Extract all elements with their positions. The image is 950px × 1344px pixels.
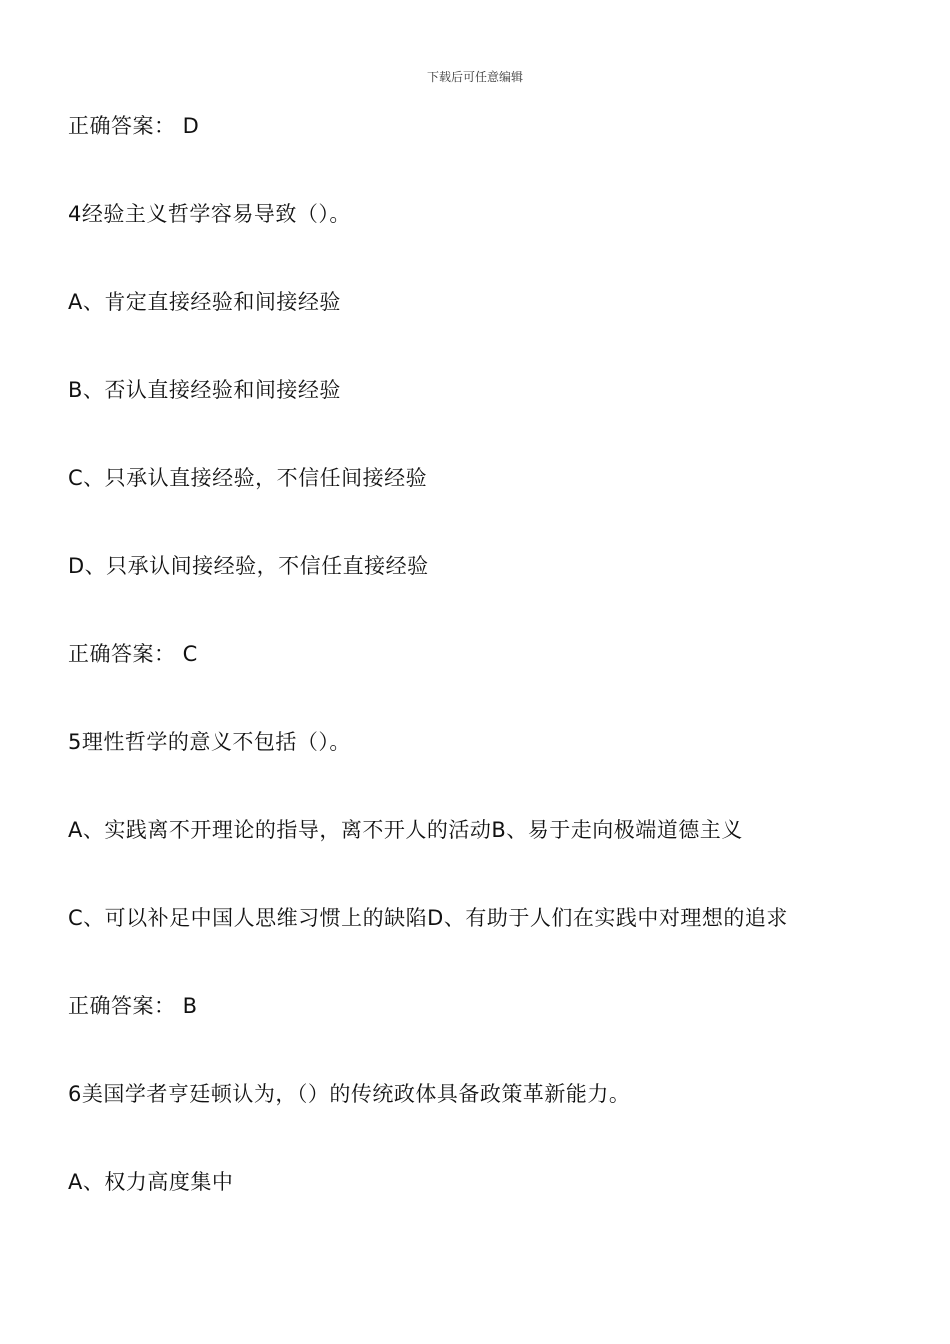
q5-options-a-b: A、实践离不开理论的指导，离不开人的活动B、易于走向极端道德主义: [68, 818, 743, 842]
page-header-note: 下载后可任意编辑: [426, 70, 523, 84]
q4-option-a: A、肯定直接经验和间接经验: [68, 290, 341, 314]
question-6: 6美国学者亨廷顿认为，（）的传统政体具备政策革新能力。: [68, 1082, 631, 1106]
answer-line-q5: 正确答案： B: [68, 994, 198, 1018]
q4-option-b: B、否认直接经验和间接经验: [68, 378, 341, 402]
question-5: 5理性哲学的意义不包括（）。: [68, 730, 351, 754]
q5-options-c-d: C、可以补足中国人思维习惯上的缺陷D、有助于人们在实践中对理想的追求: [68, 906, 788, 930]
q6-option-a: A、权力高度集中: [68, 1170, 234, 1194]
answer-line-q4: 正确答案： C: [68, 642, 198, 666]
q4-option-d: D、只承认间接经验，不信任直接经验: [68, 554, 429, 578]
question-4: 4经验主义哲学容易导致（）。: [68, 202, 351, 226]
answer-line-q3: 正确答案： D: [68, 114, 200, 138]
q4-option-c: C、只承认直接经验，不信任间接经验: [68, 466, 428, 490]
